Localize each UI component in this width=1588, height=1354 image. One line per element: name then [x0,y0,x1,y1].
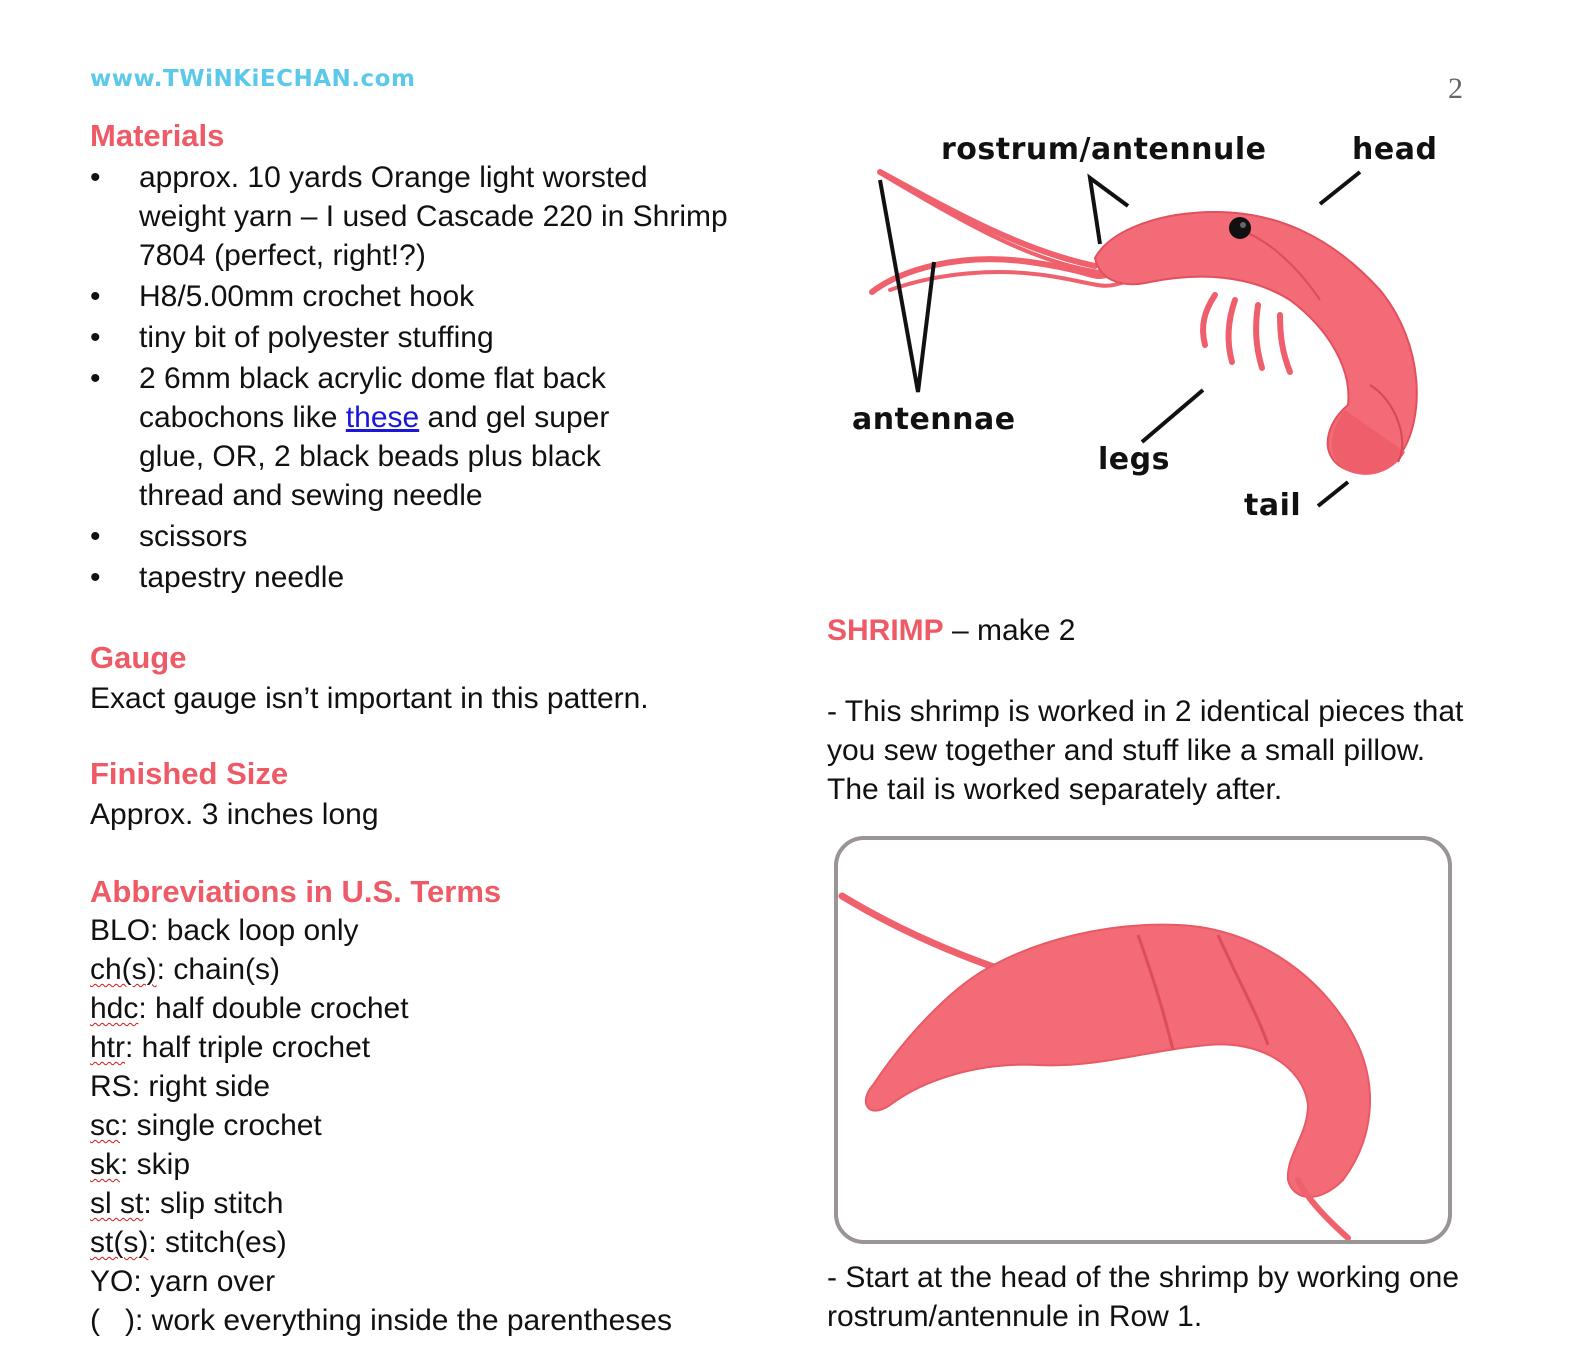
shrimp-paragraph-1: - This shrimp is worked in 2 identical pieces that you sew together and stuff like a small pillow. The tail is worked separately after. [827,695,1464,806]
shrimp-section-title [827,614,1075,648]
abbr-def: : chain(s) [156,953,281,986]
abbr-entry [90,1145,672,1184]
abbr-def: : half double crochet [138,992,409,1025]
abbr-term: htr [90,1031,126,1064]
abbr-def: : slip stitch [143,1187,284,1220]
shrimp-heading: SHRIMP [827,614,944,647]
abbr-entry [90,911,672,950]
list-item: • tapestry needle [90,558,730,597]
abbr-def: : work everything inside the parentheses [135,1304,672,1337]
page-number: 2 [1448,72,1463,105]
label-rostrum: rostrum/antennule [941,132,1267,167]
abbr-entry [90,1184,672,1223]
shrimp-paragraph-2: - Start at the head of the shrimp by working one rostrum/antennule in Row 1. [827,1261,1460,1333]
abbr-entry [90,1301,672,1340]
label-tail: tail [1244,488,1302,523]
abbr-term: sl st [90,1187,144,1220]
abbreviations-heading: Abbreviations in U.S. Terms [90,874,502,909]
label-head: head [1352,132,1438,167]
shrimp-diagram [0,0,1588,560]
abbr-entry [90,1262,672,1301]
eye-icon [1229,217,1251,239]
abbr-term: sk [90,1148,120,1181]
abbr-entry [90,950,672,989]
shrimp-heading-suffix: – make 2 [943,614,1076,647]
label-antennae: antennae [852,402,1016,437]
list-item: • scissors [90,517,730,556]
abbr-term: ( ) [90,1304,135,1337]
abbr-term: sc [90,1109,120,1142]
these-link[interactable]: these [345,401,420,434]
list-item-text: and gel super glue, OR, 2 black beads plus black thread and sewing needle [139,401,610,512]
gauge-heading: Gauge [90,640,187,675]
list-item: • tiny bit of polyester stuffing [90,318,730,357]
crochet-piece-photo [834,836,1452,1244]
abbr-def: : single crochet [120,1109,322,1142]
abbreviations-list [90,911,672,1340]
gauge-text: Exact gauge isn’t important in this pattern. [90,682,649,715]
abbr-entry [90,1223,672,1262]
list-item: • approx. 10 yards Orange light worsted weight yarn – I used Cascade 220 in Shrimp 7804 (perfect, right!?) [90,158,730,275]
abbr-term: BLO [90,914,151,947]
finished-size-text: Approx. 3 inches long [90,798,379,831]
antennae-strands [872,172,1125,292]
abbr-def: : skip [120,1148,191,1181]
crochet-piece-illustration [838,840,1448,1240]
abbr-term: RS [90,1070,132,1103]
abbr-entry [90,1106,672,1145]
abbr-term: ch(s) [90,953,157,986]
abbr-term: YO [90,1265,134,1298]
list-item-text: 2 6mm black acrylic dome flat back cabochons like [139,362,606,434]
site-url[interactable]: www.TWiNKiECHAN.com [90,66,416,92]
abbr-term: st(s) [90,1226,149,1259]
abbr-entry [90,989,672,1028]
abbr-entry [90,1067,672,1106]
abbr-def: : right side [131,1070,271,1103]
abbr-def: : back loop only [150,914,359,947]
list-item: • H8/5.00mm crochet hook [90,277,730,316]
abbr-def: : yarn over [133,1265,276,1298]
finished-size-heading: Finished Size [90,756,289,791]
materials-heading: Materials [90,118,225,153]
abbr-entry [90,1028,672,1067]
shrimp-body [1095,212,1417,475]
abbr-term: hdc [90,992,139,1025]
abbr-def: : half triple crochet [125,1031,371,1064]
label-legs: legs [1098,442,1170,477]
abbr-def: : stitch(es) [148,1226,287,1259]
